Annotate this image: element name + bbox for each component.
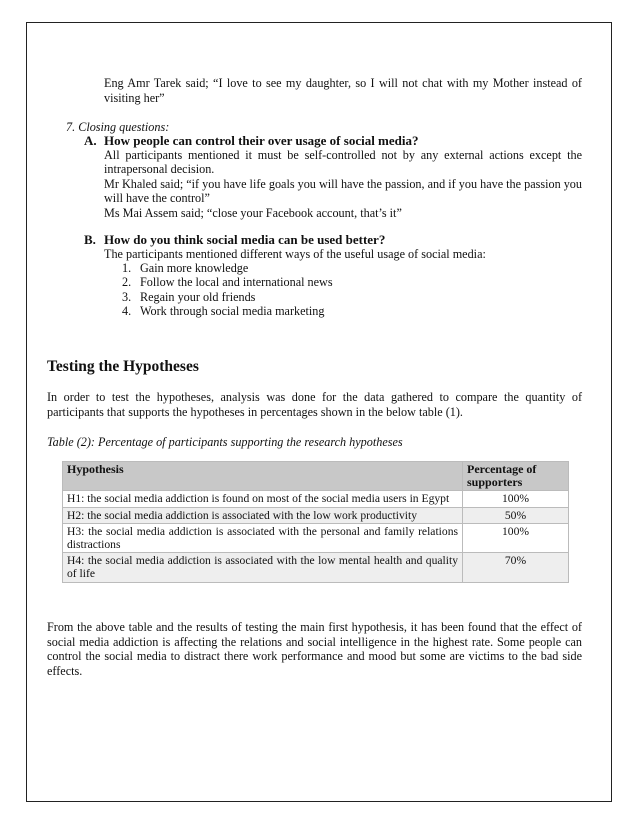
conclusion-paragraph: From the above table and the results of testing the main first hypothesis, it has been found that the effect of social media addiction is affecting the relations and social intelligence in the highest rate. Some people can control the social media to distract there work performance and mood but some are victims to the bad side effects.: [47, 620, 582, 678]
hypothesis-cell: H4: the social media addiction is associated with the low mental health and quality of life: [63, 553, 463, 582]
question-a-title: How people can control their over usage of social media?: [104, 133, 419, 148]
percentage-column-header: Percentage of supporters: [463, 462, 569, 491]
question-b-label: B.: [84, 232, 96, 247]
table-row: [63, 507, 569, 523]
useful-ways-list: [122, 261, 333, 319]
table-row: [63, 491, 569, 507]
question-b-answer: The participants mentioned different ways of the useful usage of social media:: [104, 247, 486, 261]
quote-khaled: Mr Khaled said; “if you have life goals you will have the passion, and if you have the passion you will have the control”: [104, 177, 582, 206]
question-a-label: A.: [84, 133, 97, 148]
hypotheses-table: [62, 461, 569, 583]
section-title: Testing the Hypotheses: [47, 358, 199, 375]
percentage-cell: 100%: [463, 491, 569, 507]
list-item: 3. Regain your old friends: [122, 289, 256, 304]
hypothesis-column-header: Hypothesis: [63, 462, 463, 491]
question-a-answer: All participants mentioned it must be self-controlled not by any external actions except the intrapersonal decision.: [104, 148, 582, 177]
percentage-cell: 70%: [463, 553, 569, 582]
hypothesis-cell: H1: the social media addiction is found on most of the social media users in Egypt: [63, 491, 463, 507]
quote-amr-tarek: Eng Amr Tarek said; “I love to see my daughter, so I will not chat with my Mother instead of visiting her”: [104, 76, 582, 105]
question-b-title: How do you think social media can be used better?: [104, 232, 386, 247]
table-header-row: [63, 462, 569, 491]
list-item: 2. Follow the local and international news: [122, 275, 333, 290]
table-row: [63, 553, 569, 582]
quote-mai-assem: Ms Mai Assem said; “close your Facebook account, that’s it”: [104, 206, 402, 220]
hypothesis-cell: H3: the social media addiction is associated with the personal and family relations distractions: [63, 523, 463, 552]
percentage-cell: 50%: [463, 507, 569, 523]
table-row: [63, 523, 569, 552]
list-item: 1. Gain more knowledge: [122, 261, 249, 275]
list-item: 4. Work through social media marketing: [122, 304, 325, 319]
percentage-cell: 100%: [463, 523, 569, 552]
closing-questions-heading: 7. Closing questions:: [66, 120, 170, 134]
hypothesis-cell: H2: the social media addiction is associated with the low work productivity: [63, 507, 463, 523]
table-caption: Table (2): Percentage of participants supporting the research hypotheses: [47, 435, 403, 449]
intro-paragraph: In order to test the hypotheses, analysis was done for the data gathered to compare the quantity of participants that supports the hypotheses in percentages shown in the below table (1).: [47, 390, 582, 419]
